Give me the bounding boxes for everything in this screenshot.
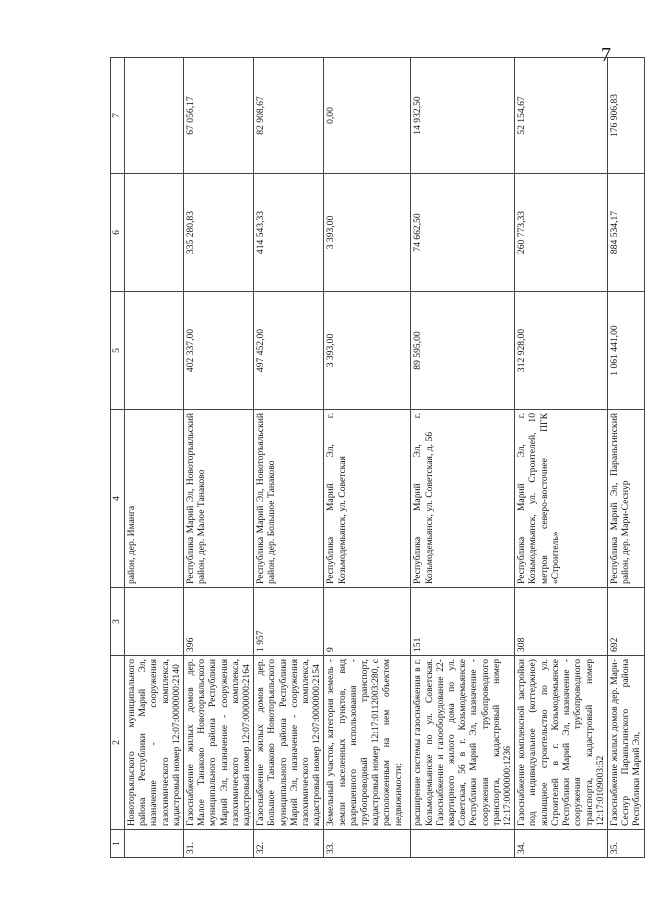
rotated-table-wrapper [110, 58, 643, 858]
table-row [515, 58, 608, 858]
column-header: 6 [111, 174, 125, 292]
value-col5: 89 595,00 [411, 292, 515, 410]
value-col6: 884 534,17 [607, 174, 644, 292]
row-number [125, 830, 184, 858]
object-description: Земельный участок, категория земель - земли населенных пунктов, вид разрешенного использования - трубопроводный транспорт, кадастровый номер 12:17:0112003:280, с расположенным на нем объектом недвижимости: [324, 656, 411, 830]
column-header: 5 [111, 292, 125, 410]
value-col5: 497 452,00 [254, 292, 324, 410]
value-col7 [125, 58, 184, 174]
value-col7: 82 908,67 [254, 58, 324, 174]
value-col7: 176 906,83 [607, 58, 644, 174]
object-location: Республика Марий Эл, г. Козьмодемьянск, ул. Советская [324, 410, 411, 588]
value-col6 [125, 174, 184, 292]
table-row [184, 58, 254, 858]
value-col6: 414 543,33 [254, 174, 324, 292]
table-row [411, 58, 515, 858]
object-location: район, дер. Иманга [125, 410, 184, 588]
object-location: Республика Марий Эл, Параньгинский район, дер. Мари-Сеснур [607, 410, 644, 588]
row-number: 34. [515, 830, 608, 858]
table-row [607, 58, 644, 858]
value-col6: 335 280,83 [184, 174, 254, 292]
object-size: 692 [607, 588, 644, 656]
table-row [254, 58, 324, 858]
object-description: расширение системы газоснабжения в г. Козьмодемьянске по ул. Советская. Газоснабжение и газооборудование 22-квартирного жилого дома по ул. Советская, 56 в г. Козьмодемьянске Республики Марий Эл, назначение - сооружения трубопроводного транспорта, кадастровый номер 12:17:0000000:1236 [411, 656, 515, 830]
value-col7: 52 154,67 [515, 58, 608, 174]
column-header: 3 [111, 588, 125, 656]
value-col7: 0,00 [324, 58, 411, 174]
column-header: 4 [111, 410, 125, 588]
row-number [411, 830, 515, 858]
column-header: 7 [111, 58, 125, 174]
table-row [324, 58, 411, 858]
object-size [125, 588, 184, 656]
object-location: Республика Марий Эл, г. Козьмодемьянск, ул. Строителей, 10 метров северо-восточнее ПГК «Строитель» [515, 410, 608, 588]
value-col7: 14 932,50 [411, 58, 515, 174]
object-description: Газоснабжение жилых домов дер. Большое Танаково Новоторъяльского муниципального района Республики Марий Эл, назначение - сооружения газохимического комплекса, кадастровый номер 12:07:0000000:2154 [254, 656, 324, 830]
object-description: Газоснабжение жилых домов дер. Мари-Сеснур Параньгинского района Республики Марий Эл, [607, 656, 644, 830]
column-header: 2 [111, 656, 125, 830]
property-table [110, 57, 645, 858]
object-description: Газоснабжение комплексной застройки под индивидуальное (коттеджное) жилищное строительство по ул. Строителей в г. Козьмодемьянске Республики Марий Эл, назначение - сооружения трубопроводного транспорта, кадастровый номер 12:17:0109003:52 [515, 656, 608, 830]
object-location: Республика Марий Эл, Новоторъяльский район, дер. Большое Танаково [254, 410, 324, 588]
object-description: Новоторъяльского муниципального района Республики Марий Эл, назначение - сооружения газохимического комплекса, кадастровый номер 12:07:0000000:2140 [125, 656, 184, 830]
table-row [125, 58, 184, 858]
value-col7: 67 056,17 [184, 58, 254, 174]
row-number: 33. [324, 830, 411, 858]
object-size: 9 [324, 588, 411, 656]
column-header: 1 [111, 830, 125, 858]
row-number: 35. [607, 830, 644, 858]
row-number: 31. [184, 830, 254, 858]
row-number: 32. [254, 830, 324, 858]
object-location: Республика Марий Эл, г. Козьмодемьянск, ул. Советская, д. 56 [411, 410, 515, 588]
object-size: 1 957 [254, 588, 324, 656]
value-col5: 3 393,00 [324, 292, 411, 410]
value-col6: 74 662,50 [411, 174, 515, 292]
object-description: Газоснабжение жилых домов дер. Малое Танаково Новоторъяльского муниципального района Республики Марий Эл, назначение - сооружения газохимического комплекса, кадастровый номер 12:07:0000000:2164 [184, 656, 254, 830]
value-col6: 260 773,33 [515, 174, 608, 292]
page-number: 7 [601, 44, 611, 66]
column-number-row [111, 58, 125, 858]
object-size: 396 [184, 588, 254, 656]
object-size: 151 [411, 588, 515, 656]
value-col5: 402 337,00 [184, 292, 254, 410]
object-size: 308 [515, 588, 608, 656]
value-col5: 1 061 441,00 [607, 292, 644, 410]
object-location: Республика Марий Эл, Новоторъяльский район, дер. Малое Танаково [184, 410, 254, 588]
value-col5 [125, 292, 184, 410]
value-col5: 312 928,00 [515, 292, 608, 410]
value-col6: 3 393,00 [324, 174, 411, 292]
